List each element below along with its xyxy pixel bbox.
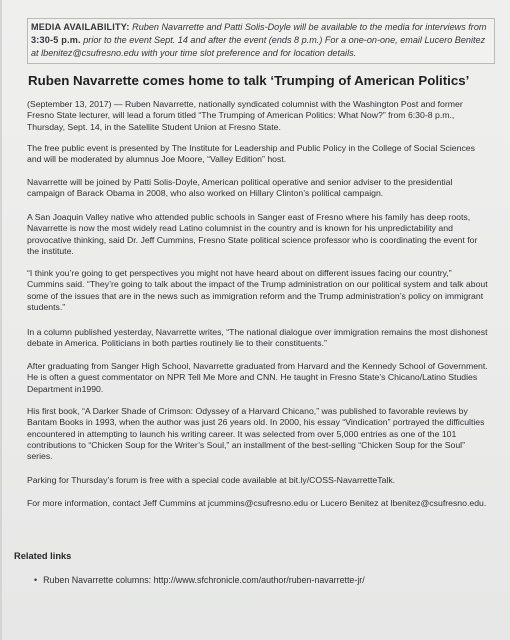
paragraph-guest: Navarrette will be joined by Patti Solis-Doyle, American political operative and senior adviser to the presidential campaign of Barack Obama in 2008, who also worked on Hillary Clinton’s political campaign. bbox=[27, 177, 453, 199]
paragraph-event-sponsor: The free public event is presented by The Institute for Leadership and Public Policy in the College of Social Sciences and will be moderated by alumnus Joe Moore, “Valley Edition” host. bbox=[27, 143, 475, 165]
paragraph-contact: For more information, contact Jeff Cummins at jcummins@csufresno.edu or Lucero Benitez at lbenitez@csufresno.edu. bbox=[27, 498, 487, 508]
media-availability-text-2: prior to the event Sept. 14 and after the event (ends 8 p.m.) For a one-on-one, email Lucero Benitez at lbenitez@csufresno.edu with your time slot preference and for location details. bbox=[31, 35, 486, 58]
media-availability-note bbox=[31, 21, 491, 60]
bullet-icon: • bbox=[34, 575, 38, 585]
paragraph-book: His first book, “A Darker Shade of Crimson: Odyssey of a Harvard Chicano,” was published to favorable reviews by Bantam Books in 1993, when the author was just 26 years old. In 2000, his essay “Vindication” portrayed the difficulties encountered in attempting to launch his writing career. It was selected from over 5,000 entries as one of the 101 contributions to “Chicken Soup for the Writer’s Soul,” an installment of the best-selling “Chicken Soup for the Soul” series. bbox=[27, 406, 485, 462]
paragraph-dateline: (September 13, 2017) — Ruben Navarrette, nationally syndicated columnist with the Washington Post and former Fresno State lecturer, will lead a forum titled “The Trumping of American Politics: What Now?” from 6:30-8 p.m., Thursday, Sept. 14, in the Satellite Student Union at Fresno State. bbox=[27, 99, 463, 132]
related-links-heading: Related links bbox=[14, 551, 72, 561]
media-availability-text: Ruben Navarrette and Patti Solis-Doyle will be available to the media for interviews from bbox=[132, 22, 487, 32]
paragraph-background: A San Joaquin Valley native who attended public schools in Sanger east of Fresno where his family has deep roots, Navarrette is now the most widely read Latino columnist in the country and is known for his unpredictability and provocative thinking, said Dr. Jeff Cummins, Fresno State political science professor who is coordinating the event for the institute. bbox=[27, 212, 478, 256]
paragraph-cummins-quote: “I think you’re going to get perspectives you might not have heard about on different issues facing our country,” Cummins said. “They’re going to talk about the impact of the Trump administration on our political system and talk about some of the issues that are in the news such as immigration reform and the Trump administration’s policy on immigrant students.” bbox=[27, 268, 488, 312]
headline: Ruben Navarrette comes home to talk ‘Trumping of American Politics’ bbox=[28, 73, 470, 88]
media-availability-label: MEDIA AVAILABILITY: bbox=[31, 22, 130, 32]
paragraph-education: After graduating from Sanger High School, Navarrette graduated from Harvard and the Kennedy School of Government. He is often a guest commentator on NPR Tell Me More and CNN. He taught in Fresno State’s Chicano/Latino Studies Department in1990. bbox=[27, 361, 488, 394]
related-link-text[interactable]: Ruben Navarrette columns: http://www.sfchronicle.com/author/ruben-navarrette-jr/ bbox=[43, 575, 365, 585]
page-edge bbox=[0, 0, 2, 640]
paragraph-parking: Parking for Thursday’s forum is free with a special code available at bit.ly/COSS-NavarretteTalk. bbox=[27, 475, 396, 485]
paragraph-column-quote: In a column published yesterday, Navarrette writes, “The national dialogue over immigration remains the most dishonest debate in America. Politicians in both parties routinely lie to their constituents.” bbox=[27, 327, 488, 349]
media-availability-time: 3:30-5 p.m. bbox=[31, 35, 81, 45]
related-link-item[interactable] bbox=[34, 575, 494, 585]
